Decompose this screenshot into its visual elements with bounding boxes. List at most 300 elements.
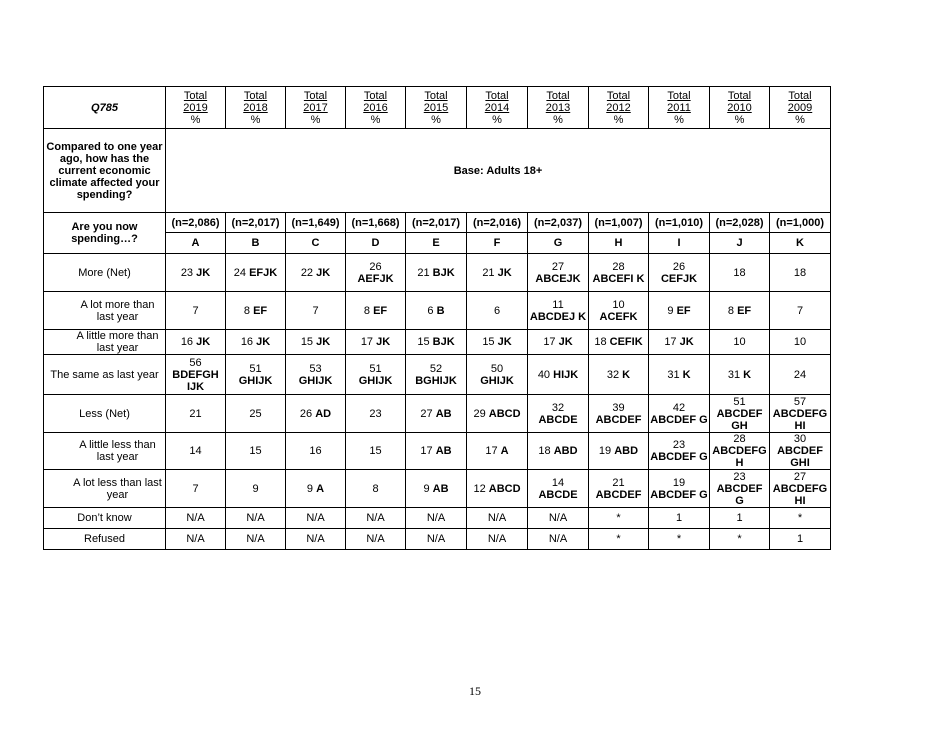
column-total-label: Total: [303, 89, 328, 102]
cell-value: 8: [727, 304, 734, 317]
cell-value: 9: [306, 482, 314, 495]
row-label: A lot more than last year: [44, 292, 166, 330]
cell-value: 28: [733, 433, 746, 445]
column-header-2018: [226, 87, 286, 129]
cell-value: 53: [309, 362, 322, 375]
table-cell: [649, 292, 710, 330]
significance-letters: CEFIK: [609, 336, 643, 348]
significance-letters: ABCDEFG HI: [772, 482, 828, 507]
table-cell: [649, 395, 710, 433]
column-header-2015: [406, 87, 467, 129]
table-row: [44, 254, 831, 292]
cell-value: *: [676, 533, 682, 545]
table-row: [44, 529, 831, 550]
significance-letters: ABCDEF GH: [716, 407, 763, 432]
table-cell: [770, 330, 831, 355]
significance-letters: JK: [196, 336, 211, 348]
column-pct-label: %: [250, 113, 261, 126]
cell-value: 30: [793, 433, 807, 445]
column-header-2009: [770, 87, 831, 129]
table-cell: [770, 395, 831, 433]
column-header-2012: [589, 87, 649, 129]
table-cell: [467, 254, 528, 292]
header-row: [44, 87, 831, 129]
table-cell: [770, 355, 831, 395]
cell-value: 51: [733, 395, 746, 408]
row-label: Don’t know: [44, 508, 166, 529]
significance-letters: A: [316, 482, 325, 495]
significance-letters: ABCD: [488, 482, 521, 495]
table-cell: [286, 254, 346, 292]
significance-letters: ABD: [553, 445, 578, 457]
cell-value: 15: [417, 336, 430, 348]
column-letter: B: [226, 233, 286, 254]
cell-value: 18: [594, 336, 607, 348]
cell-value: 50: [490, 362, 504, 375]
column-year: 2019: [183, 101, 208, 114]
cell-value: 32: [606, 368, 620, 381]
cell-value: N/A: [366, 533, 385, 545]
significance-letters: K: [622, 368, 631, 381]
significance-letters: EF: [737, 304, 752, 317]
column-year: 2014: [484, 101, 510, 114]
table-cell: [286, 292, 346, 330]
column-letter: E: [406, 233, 467, 254]
table-cell: [346, 355, 406, 395]
table-row: [44, 433, 831, 470]
cell-value: 23: [369, 407, 382, 420]
table-cell: [589, 330, 649, 355]
row-label: A little more than last year: [44, 330, 166, 355]
table-cell: [166, 433, 226, 470]
significance-letters: ABCEFI K: [592, 272, 645, 285]
column-year: 2017: [303, 101, 328, 114]
significance-letters: AB: [432, 482, 449, 495]
cell-value: N/A: [487, 512, 507, 524]
table-cell: [528, 529, 589, 550]
cell-value: 27: [551, 260, 565, 273]
cell-value: 31: [667, 368, 680, 381]
table-row: [44, 355, 831, 395]
table-cell: [406, 254, 467, 292]
column-total-label: Total: [606, 89, 631, 102]
cell-value: 32: [551, 401, 565, 414]
table-cell: [528, 292, 589, 330]
cell-value: N/A: [306, 512, 325, 524]
significance-letters: EF: [253, 304, 268, 317]
table-cell: [286, 470, 346, 508]
column-pct-label: %: [310, 113, 321, 126]
table-cell: [286, 395, 346, 433]
cell-value: *: [616, 533, 621, 545]
column-year: 2009: [787, 101, 813, 114]
cell-value: 23: [672, 439, 686, 451]
significance-letters: GHIJK: [238, 374, 273, 387]
cell-value: N/A: [246, 533, 265, 545]
table-cell: [770, 254, 831, 292]
table-cell: [528, 470, 589, 508]
table-cell: [589, 395, 649, 433]
sample-size: (n=2,017): [406, 213, 467, 233]
cell-value: 21: [189, 407, 202, 420]
cell-value: 1: [796, 533, 804, 545]
cell-value: N/A: [426, 533, 446, 545]
significance-letters: JK: [316, 266, 331, 279]
significance-letters: ABCDEF G: [716, 482, 763, 507]
table-cell: [467, 470, 528, 508]
table-cell: [589, 292, 649, 330]
column-pct-label: %: [492, 113, 502, 126]
column-year: 2012: [606, 101, 631, 114]
significance-letters: JK: [256, 336, 271, 348]
column-letter: I: [649, 233, 710, 254]
cell-value: 16: [309, 445, 322, 457]
table-cell: [346, 433, 406, 470]
cell-value: *: [737, 533, 742, 545]
cell-value: N/A: [306, 533, 325, 545]
table-cell: [589, 433, 649, 470]
significance-letters: JK: [497, 336, 512, 348]
table-cell: [710, 470, 770, 508]
sample-size: (n=2,086): [166, 213, 226, 233]
cell-value: N/A: [426, 512, 446, 524]
cell-value: 1: [675, 512, 683, 524]
table-cell: [406, 433, 467, 470]
table-cell: [770, 433, 831, 470]
column-year: 2011: [667, 101, 691, 114]
table-cell: [406, 529, 467, 550]
column-letter: C: [286, 233, 346, 254]
table-cell: [166, 529, 226, 550]
cell-value: 18: [733, 266, 746, 279]
question-row: [44, 129, 831, 213]
table-cell: [770, 508, 831, 529]
cell-value: 27: [793, 470, 807, 483]
significance-letters: ABCDEJ K: [529, 310, 587, 323]
significance-letters: AB: [435, 445, 452, 457]
table-cell: [166, 395, 226, 433]
cell-value: 15: [369, 445, 382, 457]
significance-letters: ABCDE: [538, 413, 578, 426]
table-cell: [528, 508, 589, 529]
column-header-2011: [649, 87, 710, 129]
table-row: [44, 330, 831, 355]
significance-letters: JK: [376, 336, 391, 348]
cell-value: 52: [429, 362, 443, 375]
table-cell: [589, 529, 649, 550]
cell-value: 26: [369, 260, 382, 273]
cell-value: *: [797, 512, 803, 524]
cell-value: 17: [664, 336, 677, 348]
cell-value: 9: [667, 304, 674, 317]
cell-value: 51: [249, 362, 262, 375]
table-cell: [649, 433, 710, 470]
cell-value: *: [616, 512, 621, 524]
cell-value: 40: [537, 368, 551, 381]
n-row: [44, 213, 831, 233]
table-cell: [710, 395, 770, 433]
row-label: The same as last year: [44, 355, 166, 395]
cell-value: 56: [189, 356, 202, 369]
table-cell: [528, 355, 589, 395]
cell-value: 15: [300, 336, 314, 348]
table-cell: [166, 508, 226, 529]
significance-letters: ABCDEF: [595, 488, 642, 501]
cell-value: 57: [793, 395, 807, 408]
table-cell: [528, 330, 589, 355]
cell-value: 16: [240, 336, 254, 348]
column-year: 2010: [727, 101, 752, 114]
sample-size: (n=2,016): [467, 213, 528, 233]
column-header-2019: [166, 87, 226, 129]
table-cell: [286, 529, 346, 550]
cell-value: 25: [249, 407, 262, 420]
column-pct-label: %: [795, 113, 805, 126]
table-cell: [226, 254, 286, 292]
sub-question: Are you now spending…?: [44, 213, 166, 254]
significance-letters: GHIJK: [298, 374, 333, 387]
table-cell: [710, 529, 770, 550]
cell-value: N/A: [548, 533, 568, 545]
row-label: Less (Net): [44, 395, 166, 433]
cell-value: 24: [233, 266, 247, 279]
table-cell: [467, 433, 528, 470]
cell-value: 22: [300, 266, 314, 279]
cell-value: 10: [612, 298, 625, 311]
cell-value: 15: [482, 336, 495, 348]
cell-value: 11: [552, 298, 564, 311]
sample-size: (n=1,007): [589, 213, 649, 233]
table-cell: [649, 330, 710, 355]
table-cell: [770, 292, 831, 330]
table-cell: [528, 254, 589, 292]
table-cell: [166, 355, 226, 395]
cell-value: 16: [180, 336, 194, 348]
significance-letters: EF: [373, 304, 388, 317]
cell-value: 51: [369, 362, 382, 375]
table-cell: [166, 330, 226, 355]
table-cell: [346, 395, 406, 433]
cell-value: N/A: [487, 533, 507, 545]
table-cell: [346, 470, 406, 508]
column-total-label: Total: [788, 89, 812, 102]
cell-value: 9: [423, 482, 430, 495]
question-id: Q785: [44, 87, 166, 129]
significance-letters: B: [436, 304, 445, 317]
table-cell: [770, 529, 831, 550]
table-cell: [589, 508, 649, 529]
table-cell: [406, 292, 467, 330]
column-header-2016: [346, 87, 406, 129]
significance-letters: K: [682, 368, 691, 381]
page-number: 15: [469, 684, 481, 698]
table-cell: [528, 433, 589, 470]
significance-letters: ABCDEF G: [650, 451, 708, 463]
table-cell: [467, 395, 528, 433]
column-pct-label: %: [431, 113, 441, 126]
cell-value: N/A: [246, 512, 265, 524]
sample-size: (n=1,000): [770, 213, 831, 233]
column-total-label: Total: [243, 89, 268, 102]
significance-letters: ABCDEFG H: [712, 445, 767, 469]
table-cell: [346, 508, 406, 529]
cell-value: 19: [598, 445, 612, 457]
table-cell: [710, 330, 770, 355]
row-label: A lot less than last year: [44, 470, 166, 508]
sample-size: (n=1,010): [649, 213, 710, 233]
table-cell: [710, 355, 770, 395]
cell-value: 31: [727, 368, 741, 381]
column-pct-label: %: [190, 113, 201, 126]
table-cell: [406, 330, 467, 355]
significance-letters: BDEFGH IJK: [172, 368, 219, 393]
row-label: Refused: [44, 529, 166, 550]
significance-letters: CEFJK: [660, 272, 698, 285]
table-cell: [226, 508, 286, 529]
cell-value: 21: [417, 266, 430, 279]
table-row: [44, 470, 831, 508]
table-row: [44, 508, 831, 529]
table-cell: [467, 292, 528, 330]
significance-letters: BJK: [432, 266, 455, 279]
table-cell: [286, 330, 346, 355]
cell-value: 6: [427, 304, 434, 317]
table-cell: [226, 433, 286, 470]
column-total-label: Total: [183, 89, 208, 102]
significance-letters: GHIJK: [480, 374, 514, 387]
significance-letters: K: [743, 368, 752, 381]
cell-value: 27: [420, 407, 433, 420]
significance-letters: JK: [497, 266, 512, 279]
cell-value: 28: [612, 260, 625, 273]
table-cell: [528, 395, 589, 433]
column-pct-label: %: [370, 113, 381, 126]
cell-value: 26: [299, 407, 313, 420]
column-total-label: Total: [424, 89, 448, 102]
table-cell: [649, 508, 710, 529]
sample-size: (n=1,668): [346, 213, 406, 233]
significance-letters: ABCDE: [538, 488, 578, 501]
column-year: 2016: [363, 101, 388, 114]
table-cell: [346, 330, 406, 355]
table-cell: [770, 470, 831, 508]
significance-letters: A: [500, 445, 509, 457]
column-pct-label: %: [674, 113, 684, 126]
cell-value: 17: [543, 336, 556, 348]
table-cell: [406, 395, 467, 433]
sample-size: (n=2,037): [528, 213, 589, 233]
significance-letters: JK: [558, 336, 573, 348]
table-cell: [346, 292, 406, 330]
question-text: Compared to one year ago, how has the current economic climate affected your spending?: [44, 129, 166, 213]
cell-value: N/A: [366, 512, 385, 524]
column-letter: K: [770, 233, 831, 254]
cell-value: 14: [551, 476, 565, 489]
crosstab-table: [43, 86, 831, 550]
table-cell: [226, 330, 286, 355]
significance-letters: ABCDEFG HI: [772, 407, 828, 432]
cell-value: 23: [733, 470, 746, 483]
significance-letters: JK: [679, 336, 694, 348]
column-header-2017: [286, 87, 346, 129]
column-letter: J: [710, 233, 770, 254]
cell-value: 7: [312, 304, 319, 317]
table-cell: [710, 254, 770, 292]
significance-letters: ACEFK: [599, 310, 638, 323]
cell-value: 26: [672, 260, 686, 273]
significance-letters: ABCDEF: [595, 413, 642, 426]
cell-value: 8: [363, 304, 370, 317]
cell-value: 42: [672, 401, 686, 414]
cell-value: 24: [793, 368, 807, 381]
table-cell: [166, 470, 226, 508]
significance-letters: JK: [196, 266, 211, 279]
column-year: 2018: [243, 101, 268, 114]
table-cell: [710, 508, 770, 529]
significance-letters: EFJK: [249, 266, 278, 279]
cell-value: N/A: [186, 512, 205, 524]
significance-letters: ABCDEF GHI: [777, 445, 823, 469]
column-pct-label: %: [734, 113, 745, 126]
cell-value: 15: [249, 445, 262, 457]
sample-size: (n=1,649): [286, 213, 346, 233]
column-header-2013: [528, 87, 589, 129]
table-cell: [467, 355, 528, 395]
table-cell: [286, 433, 346, 470]
table-cell: [406, 508, 467, 529]
cell-value: N/A: [186, 533, 205, 545]
table-cell: [286, 508, 346, 529]
column-pct-label: %: [613, 113, 624, 126]
column-letter: A: [166, 233, 226, 254]
table-cell: [467, 508, 528, 529]
table-cell: [166, 292, 226, 330]
cell-value: 6: [493, 304, 501, 317]
column-total-label: Total: [485, 89, 509, 102]
cell-value: 10: [793, 336, 807, 348]
cell-value: 17: [360, 336, 374, 348]
significance-letters: AEFJK: [357, 272, 394, 285]
cell-value: 12: [473, 482, 486, 495]
row-label: A little less than last year: [44, 433, 166, 470]
table-cell: [649, 470, 710, 508]
column-letter: G: [528, 233, 589, 254]
cell-value: 14: [189, 445, 202, 457]
significance-letters: BJK: [432, 336, 455, 348]
table-cell: [649, 529, 710, 550]
table-cell: [589, 254, 649, 292]
column-pct-label: %: [553, 113, 563, 126]
table-cell: [406, 355, 467, 395]
cell-value: 18: [538, 445, 551, 457]
significance-letters: AB: [435, 407, 452, 420]
significance-letters: ABCDEF G: [650, 488, 708, 501]
row-label: More (Net): [44, 254, 166, 292]
significance-letters: ABCD: [488, 407, 521, 420]
table-cell: [649, 355, 710, 395]
sample-size: (n=2,028): [710, 213, 770, 233]
significance-letters: GHIJK: [358, 374, 393, 387]
cell-value: 9: [252, 482, 259, 495]
significance-letters: HIJK: [553, 368, 579, 381]
table-cell: [589, 355, 649, 395]
column-year: 2013: [545, 101, 571, 114]
table-cell: [406, 470, 467, 508]
table-cell: [649, 254, 710, 292]
column-header-2010: [710, 87, 770, 129]
significance-letters: ABD: [614, 445, 639, 457]
significance-letters: ABCDEF G: [650, 413, 708, 426]
